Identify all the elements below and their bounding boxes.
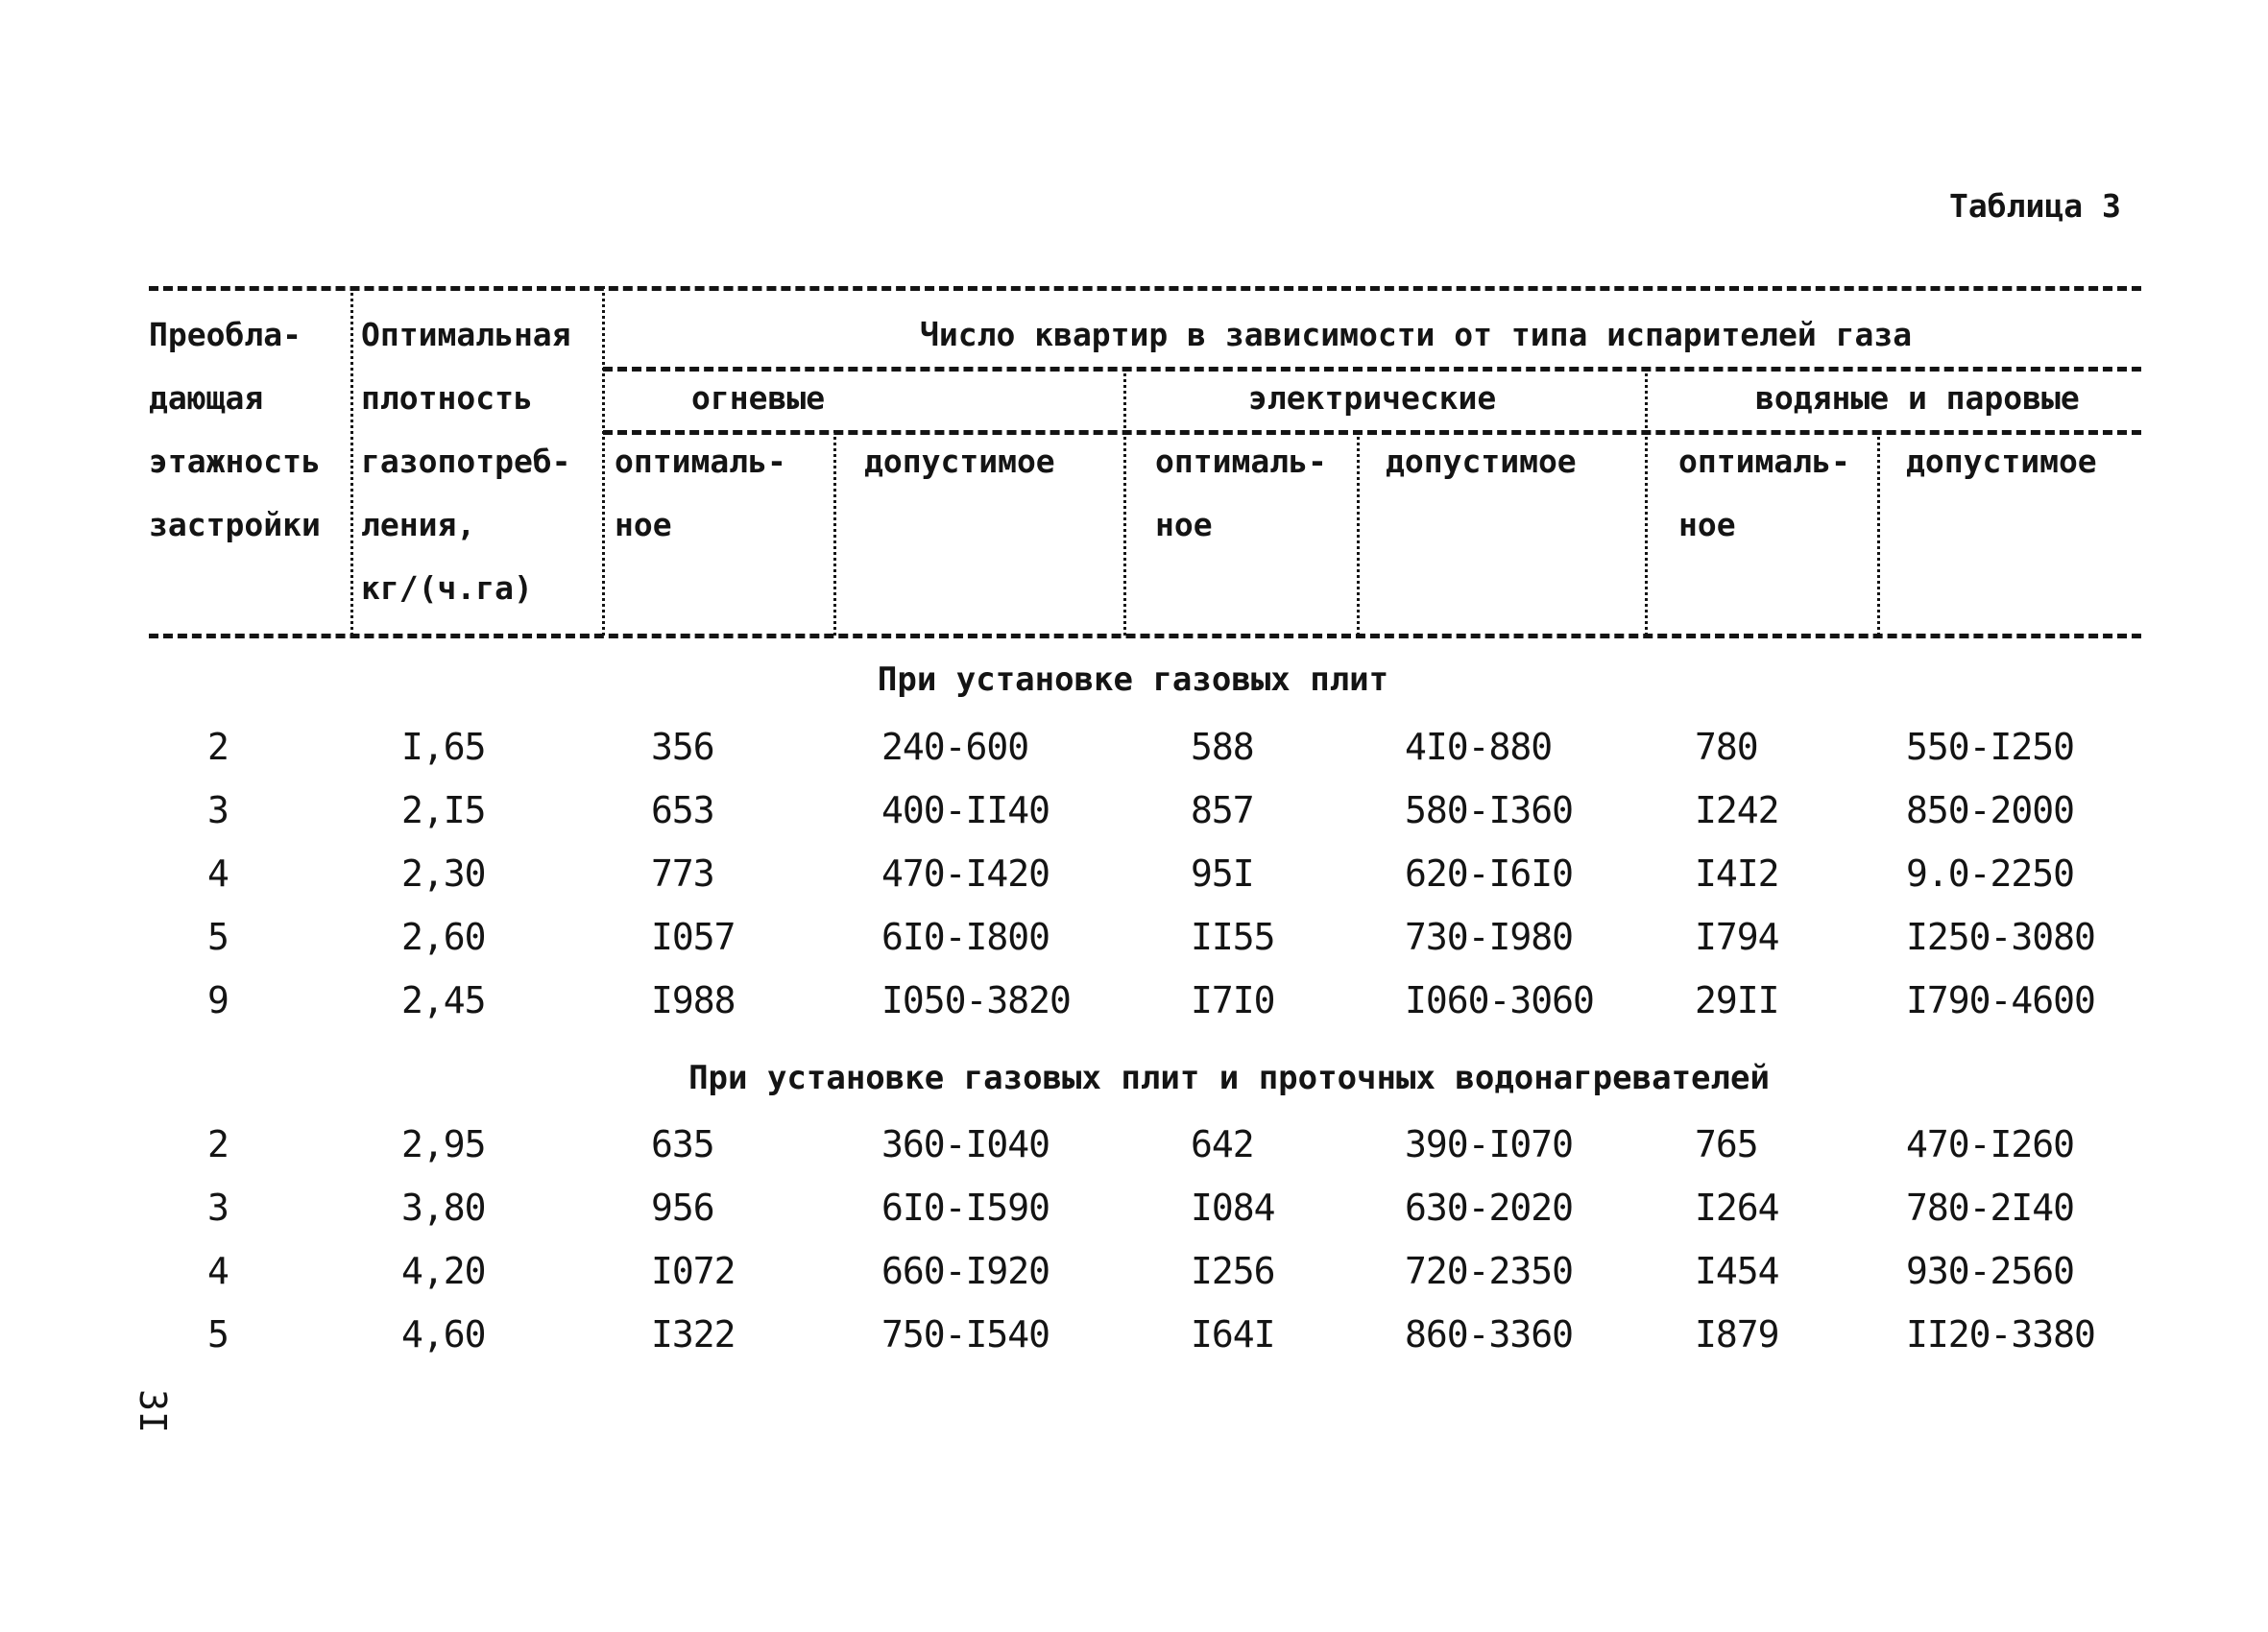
cell-water-allowed: II20-3380 (1906, 1313, 2095, 1356)
cell-electric-allowed: 4I0-880 (1405, 726, 1553, 768)
cell-electric-optimal: 95I (1191, 852, 1254, 895)
table-row (0, 969, 2268, 1032)
cell-electric-optimal: II55 (1191, 916, 1275, 958)
cell-electric-allowed: 860-3360 (1405, 1313, 1574, 1356)
cell-storeys: 2 (207, 726, 229, 768)
cell-storeys: 2 (207, 1123, 229, 1165)
header-optimal: ное (1155, 506, 1213, 543)
cell-electric-optimal: 857 (1191, 789, 1254, 831)
cell-storeys: 9 (207, 979, 229, 1021)
table-row (0, 1176, 2268, 1239)
cell-storeys: 3 (207, 1187, 229, 1229)
cell-storeys: 4 (207, 1250, 229, 1292)
cell-water-optimal: 780 (1695, 726, 1758, 768)
header-text: дающая (149, 379, 264, 417)
cell-density: 4,20 (401, 1250, 486, 1292)
header-bottom-rule (149, 634, 2141, 638)
header-allowed: допустимое (1906, 443, 2097, 480)
cell-fire-optimal: I057 (651, 916, 736, 958)
col-separator-6 (1645, 367, 1648, 636)
cell-density: 2,60 (401, 916, 486, 958)
cell-storeys: 3 (207, 789, 229, 831)
col-separator-1 (350, 286, 353, 636)
header-subgroup-fire: огневые (691, 379, 826, 417)
cell-fire-allowed: 470-I420 (881, 852, 1050, 895)
col-separator-3 (833, 430, 836, 636)
col-separator-7 (1877, 430, 1880, 636)
cell-water-allowed: 470-I260 (1906, 1123, 2075, 1165)
cell-electric-allowed: 390-I070 (1405, 1123, 1574, 1165)
cell-electric-allowed: 720-2350 (1405, 1250, 1574, 1292)
header-subgroup-electric: электрические (1248, 379, 1497, 417)
section-title: При установке газовых плит и проточных водонагревателей (688, 1059, 1770, 1097)
header-subgroup-water-steam: водяные и паровые (1755, 379, 2080, 417)
cell-fire-optimal: 773 (651, 852, 714, 895)
cell-fire-allowed: 660-I920 (881, 1250, 1050, 1292)
header-text: газопотреб- (361, 443, 571, 480)
header-optimal: оптималь- (1678, 443, 1850, 480)
cell-fire-allowed: 360-I040 (881, 1123, 1050, 1165)
cell-water-allowed: 9.0-2250 (1906, 852, 2075, 895)
header-optimal: оптималь- (1155, 443, 1327, 480)
cell-density: 2,45 (401, 979, 486, 1021)
cell-electric-optimal: I256 (1191, 1250, 1275, 1292)
cell-water-optimal: 29II (1695, 979, 1779, 1021)
table-row (0, 779, 2268, 842)
header-text: Оптимальная (361, 316, 571, 353)
cell-water-optimal: I4I2 (1695, 852, 1779, 895)
cell-density: 2,95 (401, 1123, 486, 1165)
table-row (0, 842, 2268, 905)
cell-fire-optimal: 653 (651, 789, 714, 831)
header-text: плотность (361, 379, 533, 417)
cell-fire-allowed: 400-II40 (881, 789, 1050, 831)
cell-fire-allowed: 6I0-I590 (881, 1187, 1050, 1229)
table-row (0, 1239, 2268, 1303)
header-allowed: допустимое (864, 443, 1055, 480)
header-text: кг/(ч.га) (361, 569, 533, 607)
cell-density: 2,I5 (401, 789, 486, 831)
cell-density: 3,80 (401, 1187, 486, 1229)
cell-water-allowed: I250-3080 (1906, 916, 2095, 958)
cell-fire-optimal: I322 (651, 1313, 736, 1356)
cell-electric-optimal: 588 (1191, 726, 1254, 768)
cell-storeys: 5 (207, 916, 229, 958)
cell-electric-optimal: I64I (1191, 1313, 1275, 1356)
header-text: застройки (149, 506, 321, 543)
header-top-rule (149, 286, 2141, 291)
header-group-title: Число квартир в зависимости от типа испарителей газа (920, 316, 1913, 353)
header-optimal: ное (615, 506, 672, 543)
cell-storeys: 4 (207, 852, 229, 895)
col-separator-5 (1357, 430, 1360, 636)
cell-electric-allowed: 580-I360 (1405, 789, 1574, 831)
cell-water-allowed: 850-2000 (1906, 789, 2075, 831)
cell-electric-allowed: 630-2020 (1405, 1187, 1574, 1229)
table-row (0, 715, 2268, 779)
cell-water-optimal: I794 (1695, 916, 1779, 958)
cell-water-allowed: 550-I250 (1906, 726, 2075, 768)
cell-water-optimal: 765 (1695, 1123, 1758, 1165)
cell-fire-allowed: 750-I540 (881, 1313, 1050, 1356)
cell-fire-optimal: 635 (651, 1123, 714, 1165)
col-separator-4 (1123, 367, 1126, 636)
header-text: Преобла- (149, 316, 302, 353)
cell-electric-allowed: 730-I980 (1405, 916, 1574, 958)
table-row (0, 1303, 2268, 1366)
cell-fire-optimal: I988 (651, 979, 736, 1021)
cell-density: I,65 (401, 726, 486, 768)
cell-electric-optimal: I084 (1191, 1187, 1275, 1229)
header-text: этажность (149, 443, 321, 480)
cell-water-allowed: 780-2I40 (1906, 1187, 2075, 1229)
cell-fire-allowed: 240-600 (881, 726, 1029, 768)
cell-density: 2,30 (401, 852, 486, 895)
cell-electric-allowed: I060-3060 (1405, 979, 1594, 1021)
cell-storeys: 5 (207, 1313, 229, 1356)
cell-electric-optimal: 642 (1191, 1123, 1254, 1165)
cell-fire-optimal: 956 (651, 1187, 714, 1229)
header-allowed: допустимое (1386, 443, 1577, 480)
cell-water-allowed: I790-4600 (1906, 979, 2095, 1021)
cell-fire-allowed: I050-3820 (881, 979, 1071, 1021)
cell-fire-allowed: 6I0-I800 (881, 916, 1050, 958)
cell-water-optimal: I454 (1695, 1250, 1779, 1292)
cell-water-optimal: I264 (1695, 1187, 1779, 1229)
cell-water-optimal: I242 (1695, 789, 1779, 831)
table-caption: Таблица 3 (1949, 187, 2121, 225)
col-separator-2 (602, 286, 605, 636)
header-optimal: ное (1678, 506, 1736, 543)
cell-electric-allowed: 620-I6I0 (1405, 852, 1574, 895)
cell-water-optimal: I879 (1695, 1313, 1779, 1356)
cell-density: 4,60 (401, 1313, 486, 1356)
table-row (0, 1113, 2268, 1176)
section-title: При установке газовых плит (877, 660, 1389, 699)
table-row (0, 905, 2268, 969)
header-text: ления, (361, 506, 476, 543)
cell-water-allowed: 930-2560 (1906, 1250, 2075, 1292)
cell-electric-optimal: I7I0 (1191, 979, 1275, 1021)
header-optimal: оптималь- (615, 443, 786, 480)
cell-fire-optimal: I072 (651, 1250, 736, 1292)
page-number: 3I (131, 1389, 174, 1433)
cell-fire-optimal: 356 (651, 726, 714, 768)
